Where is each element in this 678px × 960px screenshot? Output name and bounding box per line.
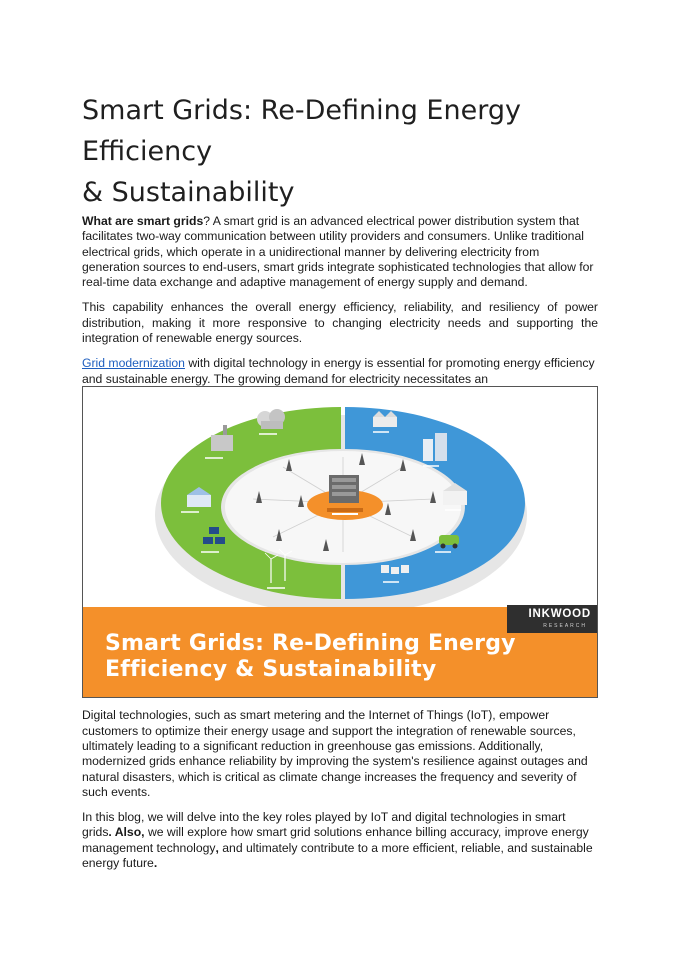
blog-intro-part-3: we will explore how smart grid solutions enhance billing accuracy, improve energy management technology <box>82 825 589 855</box>
grid-modernization-link[interactable]: Grid modernization <box>82 356 185 371</box>
smart-grid-figure <box>82 386 598 698</box>
paragraph-capability: This capability enhances the overall energy efficiency, reliability, and resiliency of power distribution, making it more responsive to changing electricity needs and supporting the integration of renewable energy sources. <box>82 300 598 346</box>
banner-title-line-2: Efficiency & Sustainability <box>105 657 437 683</box>
modernization-text: with digital technology in energy is essential for promoting energy efficiency and sustainable energy. The growing demand for electricity necessitates an <box>82 356 595 386</box>
intro-question: What are smart grids <box>82 214 204 228</box>
blog-intro-part-1: In this blog, we will delve into the key roles played by IoT and digital technologies in smart grids <box>82 810 566 840</box>
title-line-3: & Sustainability <box>82 177 295 208</box>
blog-intro-part-2: . Also, <box>108 825 148 840</box>
blog-intro-part-4: , <box>215 840 223 855</box>
paragraph-modernization <box>82 356 598 386</box>
banner-title-line-1: Smart Grids: Re-Defining Energy <box>105 631 516 657</box>
blog-intro-part-6: . <box>153 856 158 871</box>
intro-text: ? A smart grid is an advanced electrical power distribution system that facilitates two-way communication between utility providers and consumers. Unlike traditional electrical grids, which operate in a unidirectional manner by delivering electricity from generation sources to end-users, smart grids integrate sophisticated technologies that allow for real-time data exchange and adaptive management of energy supply and demand. <box>82 214 594 290</box>
brand-subtitle: RESEARCH <box>543 623 587 630</box>
title-line-1: Smart Grids: Re-Defining Energy <box>82 95 521 126</box>
article <box>82 90 598 871</box>
inkwood-logo: INKWOOD <box>528 608 591 621</box>
blog-intro-part-5: and ultimately contribute to a more efficient, reliable, and sustainable energy future <box>82 840 593 871</box>
paragraph-intro <box>82 214 598 290</box>
paragraph-blog-intro <box>82 810 598 871</box>
title-line-2: Efficiency <box>82 136 213 167</box>
paragraph-digital-tech: Digital technologies, such as smart metering and the Internet of Things (IoT), empower customers to optimize their energy usage and support the integration of renewable sources, ultimately leading to a significant reduction in greenhouse gas emissions. Additionally, modernized grids enhance reliability by improving the system's resilience against outages and natural disasters, which is critical as climate change increases the frequency and severity of such events. <box>82 708 588 799</box>
page-title <box>82 90 598 213</box>
